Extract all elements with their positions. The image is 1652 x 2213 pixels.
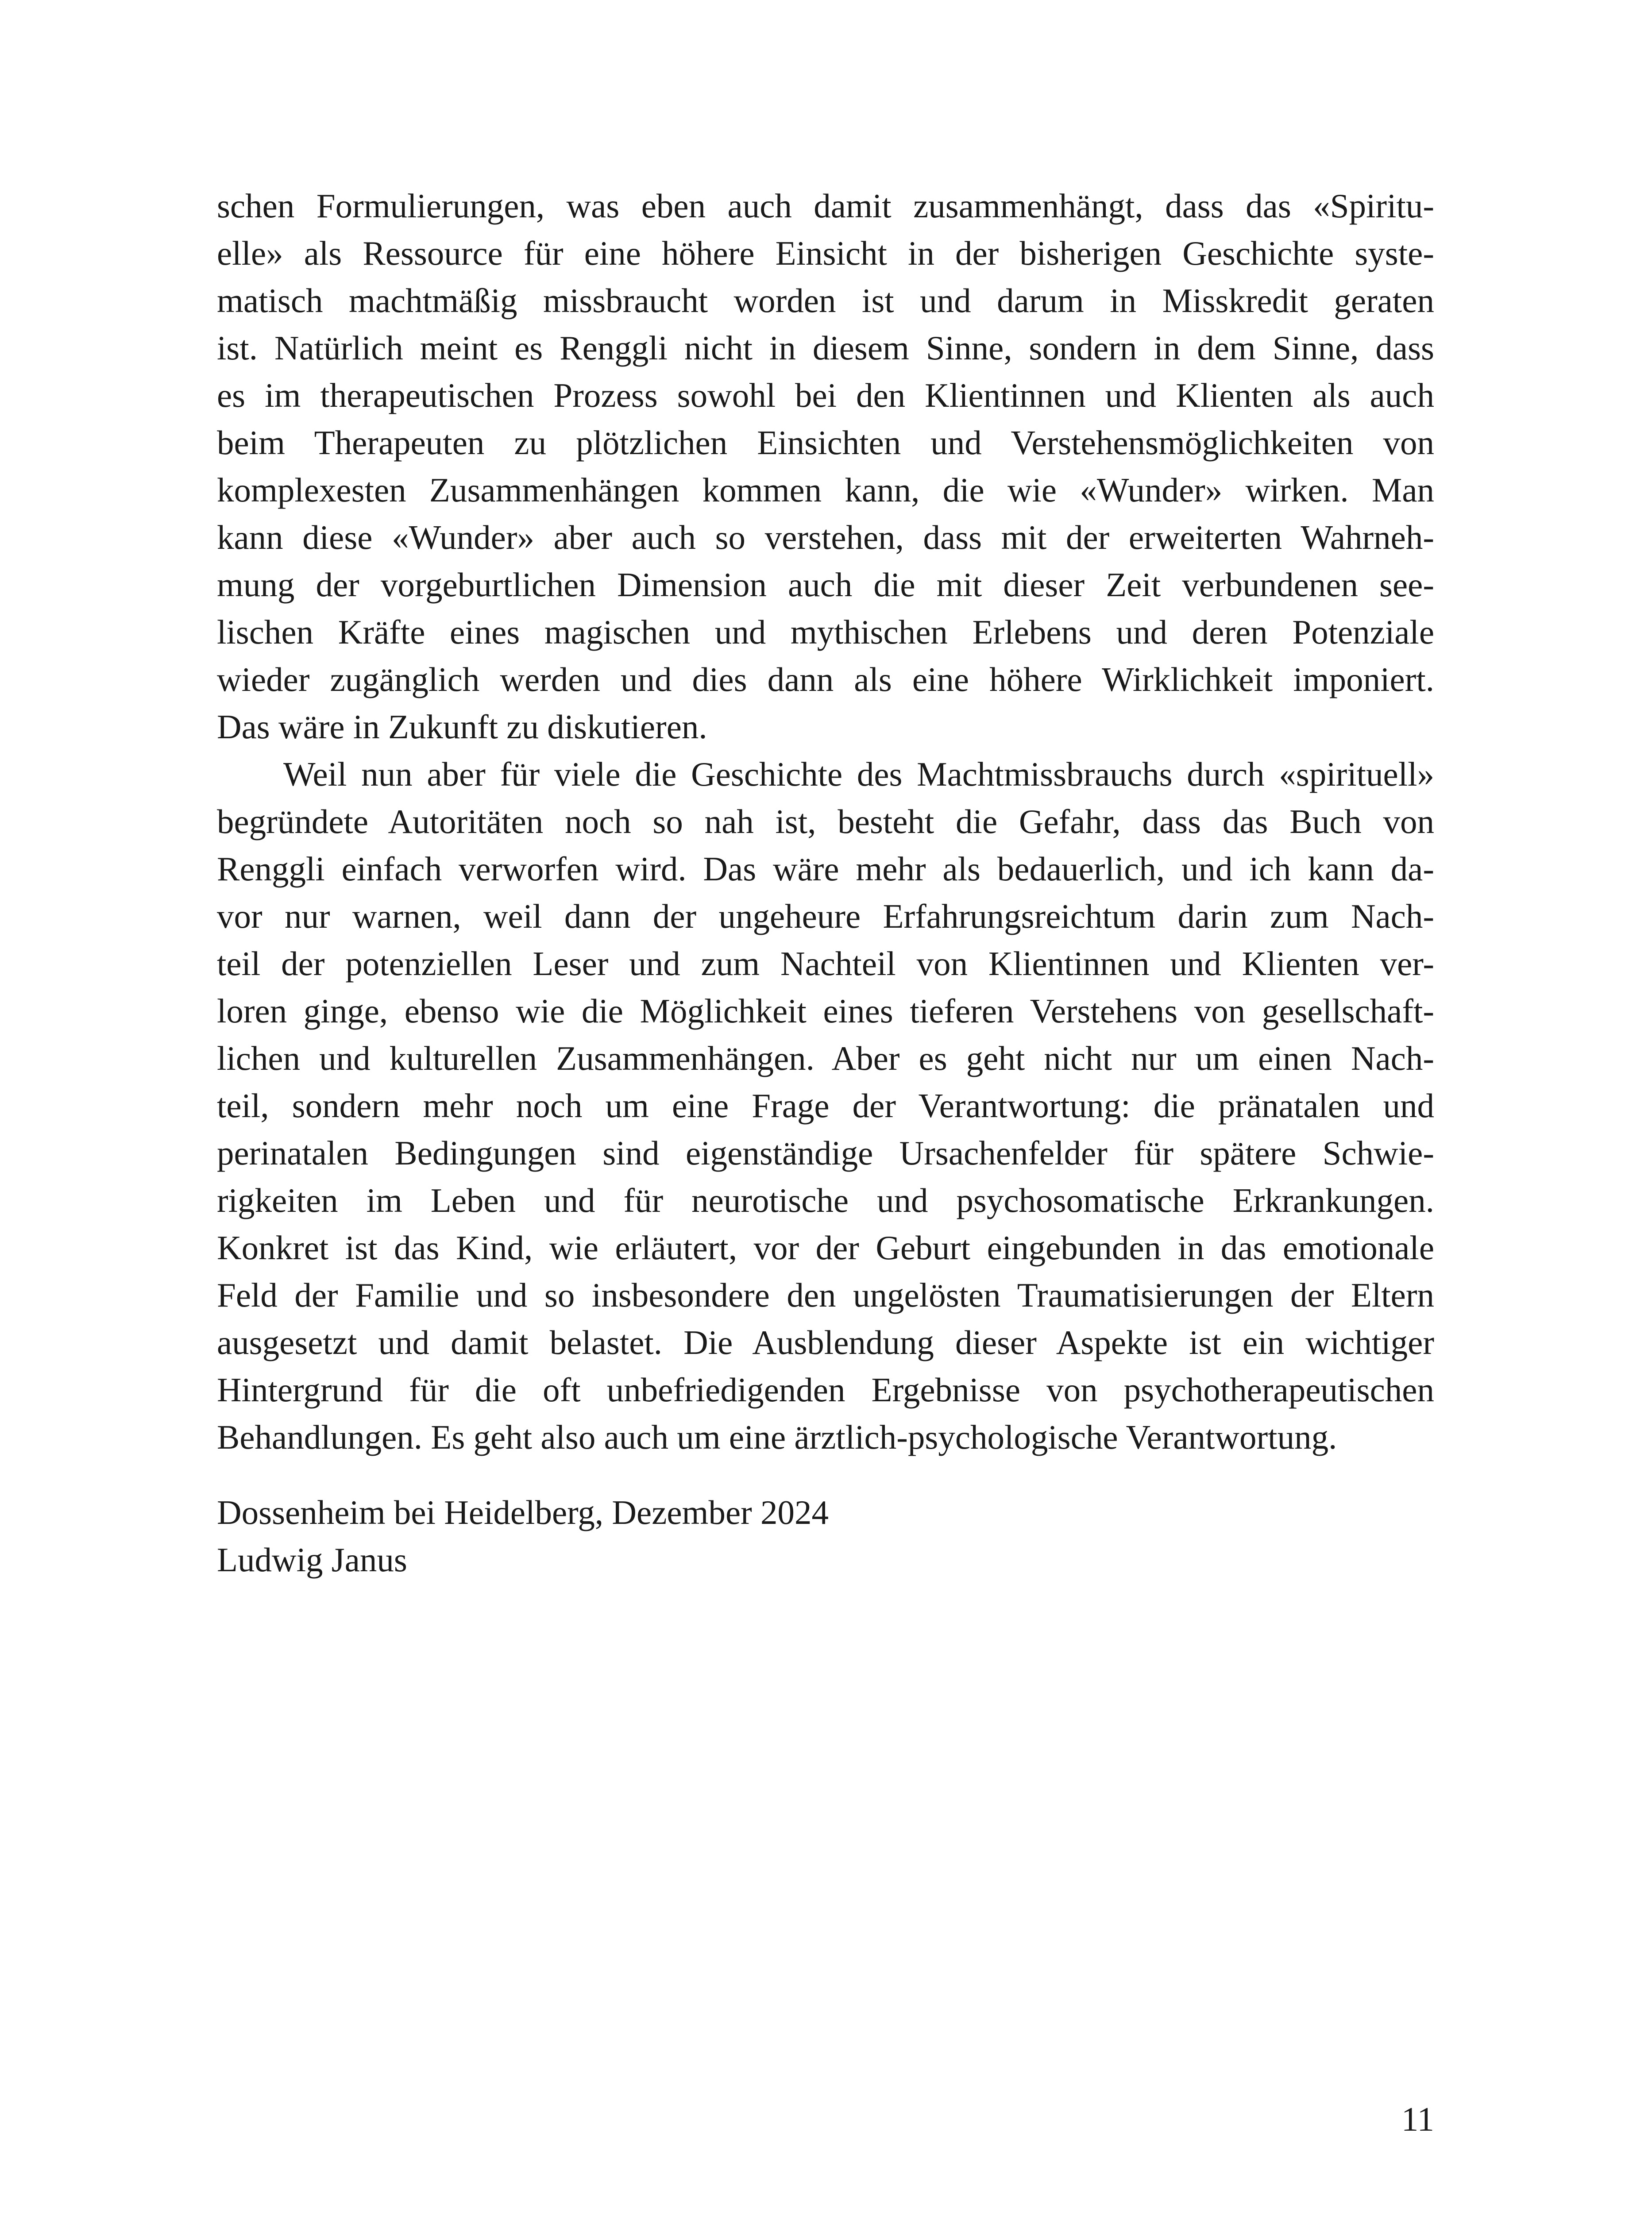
signature-block — [217, 1489, 1434, 1584]
text-line: perinatalen Bedingungen sind eigenständige Ursachenfelder für spätere Schwie- — [217, 1134, 1434, 1172]
text-line: komplexesten Zusammenhängen kommen kann, die wie «Wunder» wirken. Man — [217, 471, 1434, 509]
text-line: beim Therapeuten zu plötzlichen Einsichten und Verstehensmöglichkeiten von — [217, 424, 1434, 462]
text-line: matisch machtmäßig missbraucht worden ist und darum in Misskredit geraten — [217, 281, 1434, 320]
text-line: Behandlungen. Es geht also auch um eine ärztlich-psychologische Verantwortung. — [217, 1418, 1337, 1456]
text-line: ist. Natürlich meint es Renggli nicht in diesem Sinne, sondern in dem Sinne, dass — [217, 329, 1434, 367]
text-line: Weil nun aber für viele die Geschichte des Machtmissbrauchs durch «spirituell» — [283, 755, 1434, 793]
body-text — [217, 182, 1434, 1461]
paragraph-2 — [217, 751, 1434, 1461]
text-line: Das wäre in Zukunft zu diskutieren. — [217, 708, 707, 746]
text-line: elle» als Ressource für eine höhere Einsicht in der bisherigen Geschichte syste- — [217, 234, 1434, 272]
text-line: Hintergrund für die oft unbefriedigenden Ergebnisse von psychotherapeutischen — [217, 1371, 1434, 1409]
text-line: lischen Kräfte eines magischen und mythischen Erlebens und deren Potenziale — [217, 613, 1434, 651]
place-date: Dossenheim bei Heidelberg, Dezember 2024 — [217, 1493, 829, 1531]
text-line: kann diese «Wunder» aber auch so verstehen, dass mit der erweiterten Wahrneh- — [217, 518, 1434, 556]
paragraph-1 — [217, 182, 1434, 751]
text-line: rigkeiten im Leben und für neurotische und psychosomatische Erkrankungen. — [217, 1181, 1434, 1219]
text-line: Renggli einfach verworfen wird. Das wäre mehr als bedauerlich, und ich kann da- — [217, 850, 1434, 888]
text-line: wieder zugänglich werden und dies dann als eine höhere Wirklichkeit imponiert. — [217, 660, 1434, 698]
text-line: begründete Autoritäten noch so nah ist, besteht die Gefahr, dass das Buch von — [217, 802, 1434, 840]
text-line: teil, sondern mehr noch um eine Frage der Verantwortung: die pränatalen und — [217, 1087, 1434, 1125]
text-line: vor nur warnen, weil dann der ungeheure Erfahrungsreichtum darin zum Nach- — [217, 897, 1434, 935]
text-line: Konkret ist das Kind, wie erläutert, vor der Geburt eingebunden in das emotionale — [217, 1229, 1434, 1267]
text-line: schen Formulierungen, was eben auch damit zusammenhängt, dass das «Spiritu- — [217, 187, 1434, 225]
text-line: ausgesetzt und damit belastet. Die Ausblendung dieser Aspekte ist ein wichtiger — [217, 1323, 1434, 1361]
page-number: 11 — [1401, 2100, 1434, 2138]
text-line: Feld der Familie und so insbesondere den ungelösten Traumatisierungen der Eltern — [217, 1276, 1434, 1314]
text-line: teil der potenziellen Leser und zum Nachteil von Klientinnen und Klienten ver- — [217, 945, 1434, 983]
text-line: lichen und kulturellen Zusammenhängen. Aber es geht nicht nur um einen Nach- — [217, 1039, 1434, 1077]
text-line: mung der vorgeburtlichen Dimension auch die mit dieser Zeit verbundenen see- — [217, 566, 1434, 604]
author-name: Ludwig Janus — [217, 1541, 407, 1579]
text-line: loren ginge, ebenso wie die Möglichkeit eines tieferen Verstehens von gesellschaft- — [217, 992, 1434, 1030]
text-line: es im therapeutischen Prozess sowohl bei den Klientinnen und Klienten als auch — [217, 376, 1434, 414]
